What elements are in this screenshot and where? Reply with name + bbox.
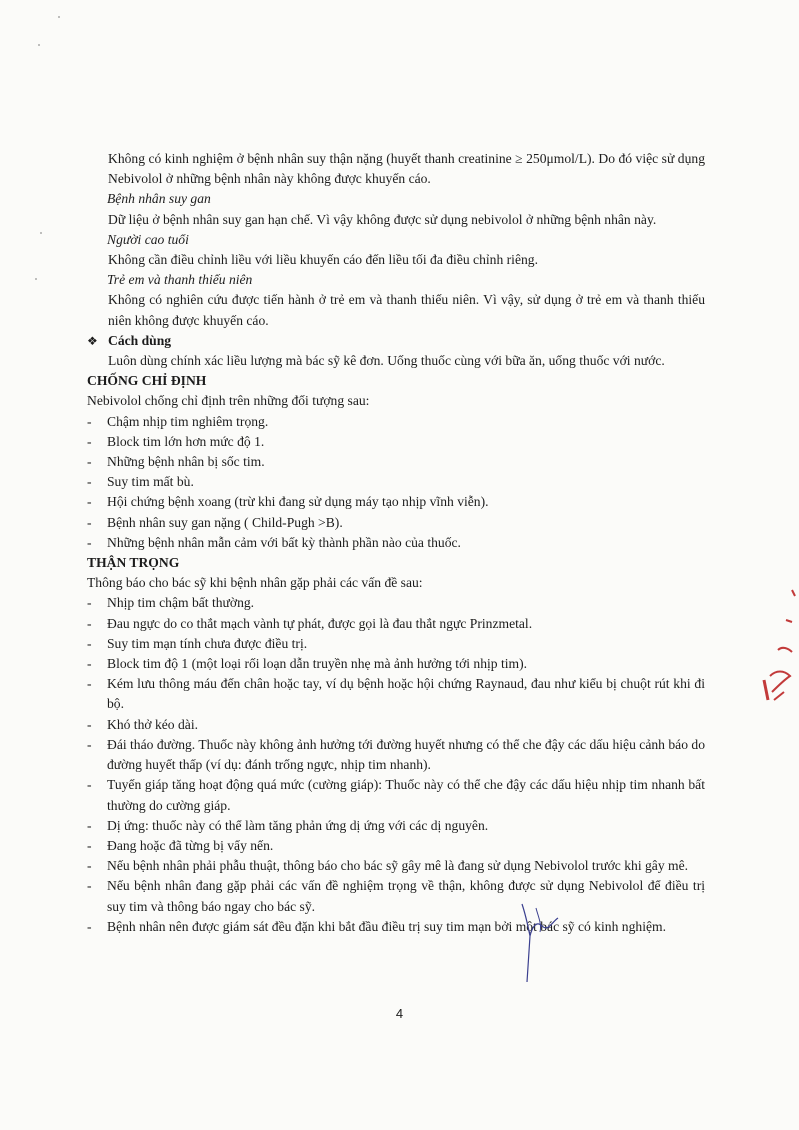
list-item: - Đái tháo đường. Thuốc này không ảnh hưởng tới đường huyết nhưng có thể che đậy các dấu hiệu cảnh báo do đường huyết thấp (ví dụ: đánh trống ngực, nhịp tim nhanh).: [87, 736, 705, 773]
list-item: - Suy tim mạn tính chưa được điều trị.: [87, 635, 308, 651]
list-item: - Kém lưu thông máu đến chân hoặc tay, ví dụ bệnh hoặc hội chứng Raynaud, đau như kiểu bị chuột rút khi đi bộ.: [87, 676, 705, 712]
list-item: - Bệnh nhân nên được giám sát đều đặn khi bắt đầu điều trị suy tim mạn bởi một bác sỹ có kinh nghiệm.: [87, 918, 666, 934]
precautions-title: THẬN TRỌNG: [87, 555, 180, 571]
list-item: - Những bệnh nhân mẫn cảm với bất kỳ thành phần nào của thuốc.: [87, 534, 461, 550]
handwritten-signature: [512, 896, 572, 986]
contraindications-intro: Nebivolol chống chỉ định trên những đối tượng sau:: [87, 393, 370, 409]
contraindications-title: CHỐNG CHỈ ĐỊNH: [87, 373, 207, 389]
list-item: - Dị ứng: thuốc này có thể làm tăng phản ứng dị ứng với các dị nguyên.: [87, 817, 489, 833]
elderly-paragraph: Không cần điều chỉnh liều với liều khuyến cáo đến liều tối đa điều chỉnh riêng.: [108, 252, 538, 268]
list-item: - Block tim độ 1 (một loại rối loạn dẫn truyền nhẹ mà ảnh hưởng tới nhịp tim).: [87, 656, 528, 672]
precautions-intro: Thông báo cho bác sỹ khi bệnh nhân gặp phải các vấn đề sau:: [87, 575, 423, 591]
children-paragraph: Không có nghiên cứu được tiến hành ở trẻ em và thanh thiếu niên. Vì vậy, sử dụng ở trẻ em và thanh thiếu niên không được khuyến cáo.: [108, 292, 705, 328]
precautions-list: [87, 593, 705, 936]
diamond-bullet-icon: ❖: [87, 333, 98, 348]
list-item: - Tuyến giáp tăng hoạt động quá mức (cường giáp): Thuốc này có thể che đậy các dấu hiệu nhịp tim nhanh bất thường do cường giáp.: [87, 777, 705, 813]
list-item: - Đau ngực do co thắt mạch vành tự phát, được gọi là đau thắt ngực Prinzmetal.: [87, 615, 533, 631]
list-item: - Nếu bệnh nhân phải phẫu thuật, thông báo cho bác sỹ gây mê là đang sử dụng Nebivolol trước khi gây mê.: [87, 858, 689, 874]
scan-speck: [58, 16, 60, 18]
contraindications-list: [87, 412, 705, 553]
list-item: - Suy tim mất bù.: [87, 474, 194, 490]
list-item: - Bệnh nhân suy gan nặng ( Child-Pugh >B).: [87, 514, 343, 530]
usage-title: Cách dùng: [108, 332, 172, 348]
document-body: [87, 149, 705, 937]
stamp-edge-mark: [758, 580, 799, 720]
hepatic-paragraph: Dữ liệu ở bệnh nhân suy gan hạn chế. Vì vậy không được sử dụng nebivolol ở những bệnh nhân này.: [108, 211, 657, 227]
scan-speck: [38, 44, 40, 46]
list-item: - Nếu bệnh nhân đang gặp phải các vấn đề nghiệm trọng về thận, không được sử dụng Nebivolol để điều trị suy tim và thông báo ngay cho bác sỹ.: [87, 878, 705, 914]
children-subheading: Trẻ em và thanh thiếu niên: [107, 272, 253, 288]
hepatic-subheading: Bệnh nhân suy gan: [107, 191, 211, 207]
list-item: - Đang hoặc đã từng bị vẩy nến.: [87, 837, 274, 853]
usage-heading: [87, 331, 705, 351]
renal-paragraph: Không có kinh nghiệm ở bệnh nhân suy thận nặng (huyết thanh creatinine ≥ 250μmol/L). Do đó việc sử dụng Nebivolol ở những bệnh nhân này không được khuyến cáo.: [108, 151, 705, 187]
usage-paragraph: Luôn dùng chính xác liều lượng mà bác sỹ kê đơn. Uống thuốc cùng với bữa ăn, uống thuốc với nước.: [108, 353, 665, 369]
elderly-subheading: Người cao tuổi: [107, 231, 189, 247]
list-item: - Block tim lớn hơn mức độ 1.: [87, 433, 265, 449]
scan-speck: [35, 278, 37, 280]
list-item: - Hội chứng bệnh xoang (trừ khi đang sử dụng máy tạo nhịp vĩnh viễn).: [87, 494, 489, 510]
list-item: - Khó thở kéo dài.: [87, 716, 199, 732]
scan-speck: [40, 232, 42, 234]
page-number: 4: [395, 1006, 404, 1021]
list-item: - Nhịp tim chậm bất thường.: [87, 595, 255, 611]
list-item: - Chậm nhịp tim nghiêm trọng.: [87, 413, 269, 429]
list-item: - Những bệnh nhân bị sốc tim.: [87, 454, 265, 470]
